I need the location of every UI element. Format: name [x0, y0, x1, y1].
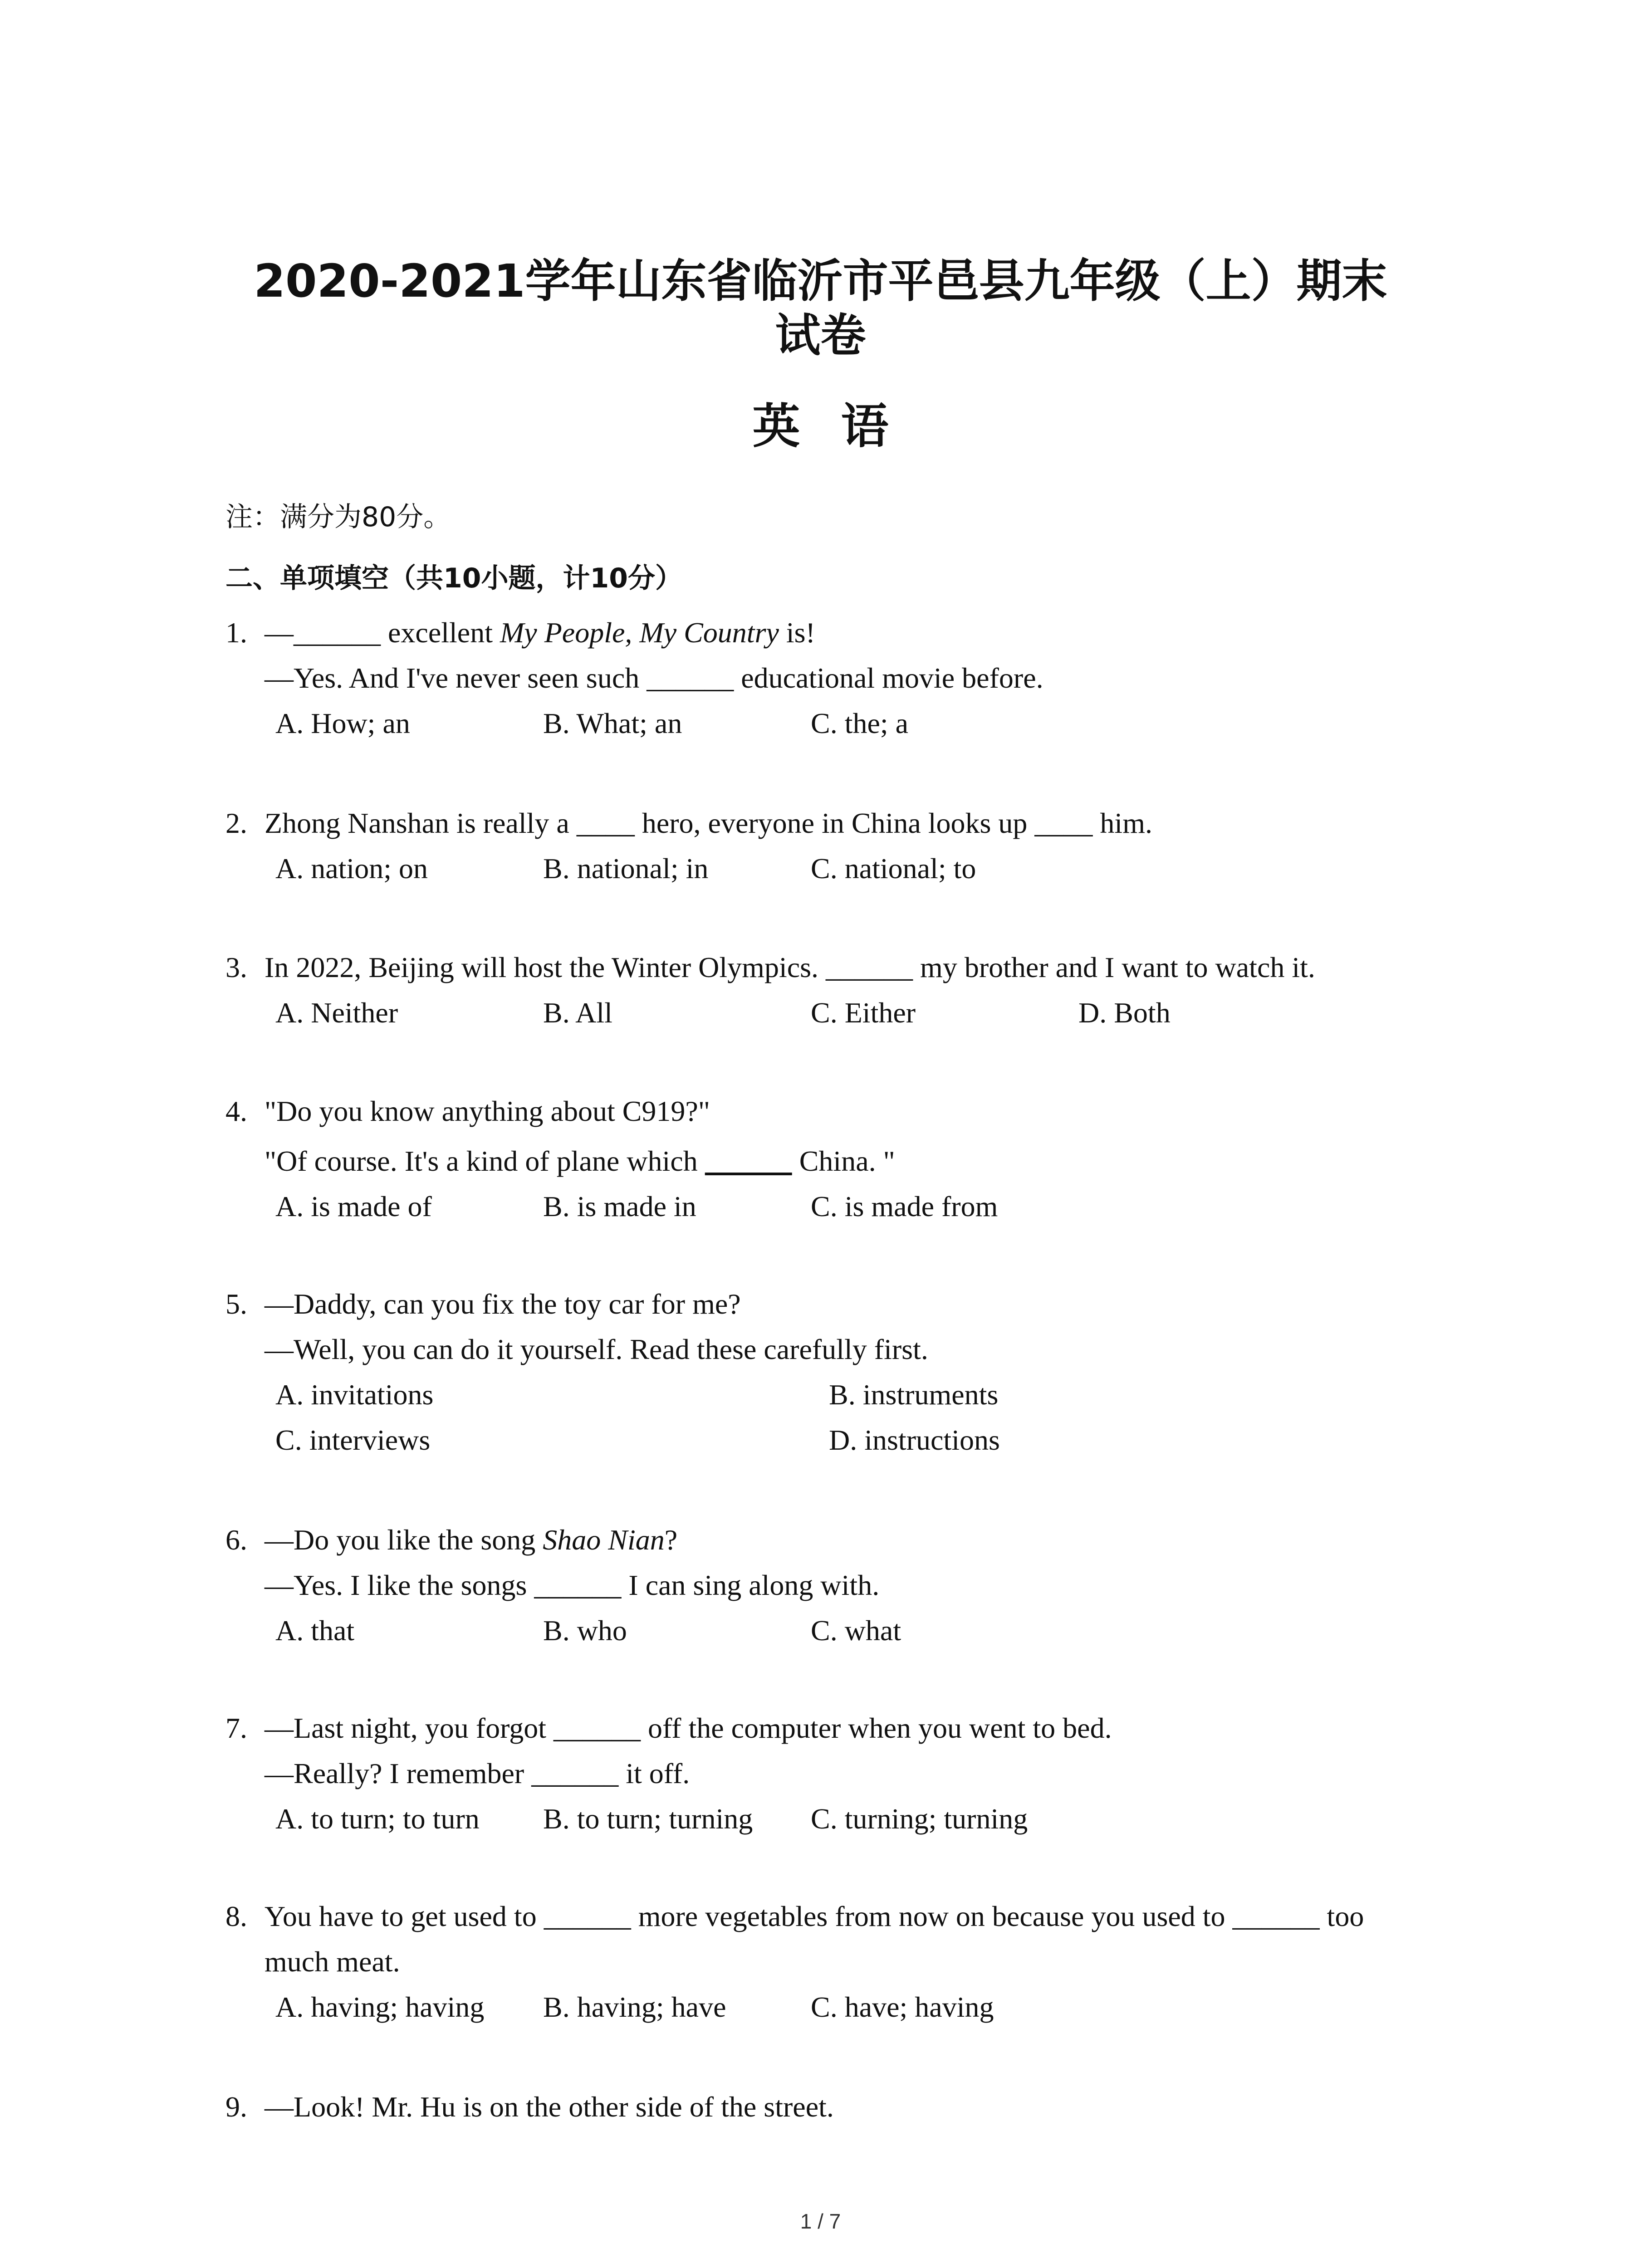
- option-b[interactable]: B. instruments: [829, 1378, 999, 1411]
- option-b[interactable]: B. to turn; turning: [543, 1803, 753, 1835]
- question-text: "Of course. It's a kind of plane which China. ": [265, 1145, 895, 1177]
- page-number: 1 / 7: [800, 2209, 841, 2233]
- option-c[interactable]: C. have; having: [811, 1991, 994, 2023]
- question-text: much meat.: [265, 1945, 400, 1978]
- question-number: 6.: [225, 1524, 247, 1556]
- option-a[interactable]: A. How; an: [275, 707, 410, 739]
- question-number: 7.: [225, 1712, 247, 1744]
- option-b[interactable]: B. national; in: [543, 852, 709, 885]
- question-text: —Daddy, can you fix the toy car for me?: [265, 1288, 741, 1320]
- question-number: 2.: [225, 807, 247, 839]
- exam-title-line2: 试卷: [775, 309, 866, 362]
- option-c[interactable]: C. what: [811, 1614, 901, 1647]
- question-number: 1.: [225, 616, 247, 649]
- option-b[interactable]: B. who: [543, 1614, 627, 1647]
- option-c[interactable]: C. the; a: [811, 707, 909, 739]
- exam-title-line1: 2020-2021学年山东省临沂市平邑县九年级（上）期末: [254, 254, 1387, 308]
- question-text: —Yes. I like the songs ______ I can sing along with.: [265, 1569, 880, 1601]
- option-b[interactable]: B. is made in: [543, 1190, 696, 1222]
- option-c[interactable]: C. is made from: [811, 1190, 998, 1222]
- question-number: 5.: [225, 1288, 247, 1320]
- option-d[interactable]: D. Both: [1078, 997, 1171, 1029]
- option-a[interactable]: A. nation; on: [275, 852, 428, 885]
- question-text: —______ excellent My People, My Country is!: [265, 616, 815, 649]
- question-number: 8.: [225, 1900, 247, 1932]
- option-a[interactable]: A. that: [275, 1614, 355, 1647]
- score-note: 注：满分为80分。: [225, 501, 451, 533]
- subject-heading: 英语: [752, 399, 930, 454]
- option-b[interactable]: B. What; an: [543, 707, 682, 739]
- option-c[interactable]: C. interviews: [275, 1424, 431, 1456]
- question-text: —Really? I remember ______ it off.: [265, 1757, 690, 1789]
- question-text: —Well, you can do it yourself. Read these carefully first.: [265, 1333, 928, 1365]
- question-text: —Last night, you forgot ______ off the computer when you went to bed.: [265, 1712, 1112, 1744]
- option-a[interactable]: A. to turn; to turn: [275, 1803, 480, 1835]
- option-a[interactable]: A. invitations: [275, 1378, 434, 1411]
- option-a[interactable]: A. is made of: [275, 1190, 432, 1222]
- question-text: —Yes. And I've never seen such ______ educational movie before.: [265, 662, 1043, 694]
- option-a[interactable]: A. Neither: [275, 997, 398, 1029]
- question-number: 9.: [225, 2091, 247, 2123]
- question-text: You have to get used to ______ more vegetables from now on because you used to ______ too: [265, 1900, 1364, 1932]
- question-text: In 2022, Beijing will host the Winter Olympics. ______ my brother and I want to watch it.: [265, 951, 1315, 983]
- option-c[interactable]: C. Either: [811, 997, 916, 1029]
- option-c[interactable]: C. national; to: [811, 852, 976, 885]
- question-text: —Look! Mr. Hu is on the other side of the street.: [265, 2091, 834, 2123]
- option-b[interactable]: B. All: [543, 997, 612, 1029]
- answer-blank[interactable]: [705, 1145, 792, 1177]
- option-d[interactable]: D. instructions: [829, 1424, 1000, 1456]
- question-number: 3.: [225, 951, 247, 983]
- section-title: 二、单项填空（共10小题，计10分）: [225, 562, 682, 594]
- option-a[interactable]: A. having; having: [275, 1991, 485, 2023]
- question-text: —Do you like the song Shao Nian?: [265, 1524, 678, 1556]
- question-number: 4.: [225, 1095, 247, 1127]
- option-c[interactable]: C. turning; turning: [811, 1803, 1028, 1835]
- question-text: Zhong Nanshan is really a ____ hero, everyone in China looks up ____ him.: [265, 807, 1152, 839]
- question-text: "Do you know anything about C919?": [265, 1095, 710, 1127]
- option-b[interactable]: B. having; have: [543, 1991, 726, 2023]
